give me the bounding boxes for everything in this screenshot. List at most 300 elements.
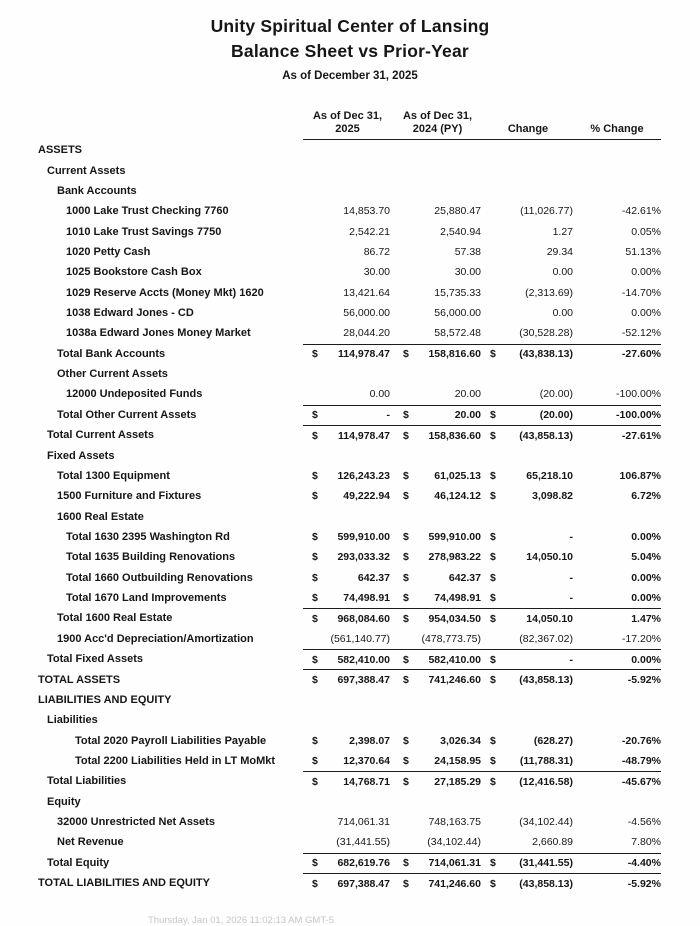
value-2025-amount: 697,388.47 xyxy=(337,877,390,890)
value-2025 xyxy=(303,506,392,526)
value-pct-change-amount: -27.61% xyxy=(621,429,661,442)
value-pct-change xyxy=(573,283,661,303)
value-pct-change xyxy=(573,812,661,832)
row-label: Total Equity xyxy=(47,856,110,869)
dollar-sign: $ xyxy=(312,674,318,687)
value-2025 xyxy=(303,812,392,832)
value-2025 xyxy=(303,406,392,425)
table-row xyxy=(0,303,700,323)
value-pct-change xyxy=(573,670,661,689)
value-change-amount: - xyxy=(569,592,573,605)
row-label: 1600 Real Estate xyxy=(57,510,144,523)
value-2024 xyxy=(392,283,483,303)
row-label: Equity xyxy=(47,795,81,808)
row-values xyxy=(303,527,661,547)
value-2024 xyxy=(392,140,483,160)
row-label: 1038a Edward Jones Money Market xyxy=(66,327,251,340)
dollar-sign: $ xyxy=(490,469,496,482)
value-2024 xyxy=(392,466,483,486)
value-pct-change-amount: 0.00% xyxy=(631,307,661,320)
value-pct-change xyxy=(573,629,661,649)
value-pct-change-amount: -4.56% xyxy=(627,816,661,829)
value-2025 xyxy=(303,751,392,771)
value-change xyxy=(483,364,573,384)
value-change xyxy=(483,181,573,201)
value-pct-change xyxy=(573,710,661,730)
value-pct-change-amount: -20.76% xyxy=(621,734,661,747)
value-2024-amount: 58,572.48 xyxy=(434,327,481,340)
value-2024-amount: 714,061.31 xyxy=(428,857,481,870)
value-pct-change-amount: 0.00% xyxy=(631,571,661,584)
value-change xyxy=(483,262,573,282)
value-2025-amount: 30.00 xyxy=(363,266,390,279)
table-row xyxy=(0,568,700,588)
row-values xyxy=(303,242,661,262)
value-pct-change-amount: -4.40% xyxy=(627,857,661,870)
dollar-sign: $ xyxy=(312,469,318,482)
value-change-amount: 65,218.10 xyxy=(526,469,573,482)
value-change xyxy=(483,629,573,649)
value-2025 xyxy=(303,262,392,282)
value-2025 xyxy=(303,854,392,873)
value-2025-amount: 28,044.20 xyxy=(343,327,390,340)
row-label: 1029 Reserve Accts (Money Mkt) 1620 xyxy=(66,286,264,299)
dollar-sign: $ xyxy=(490,490,496,503)
value-pct-change xyxy=(573,181,661,201)
dollar-sign: $ xyxy=(403,592,409,605)
table-row xyxy=(0,792,700,812)
value-change xyxy=(483,345,573,364)
value-change-amount: 3,098.82 xyxy=(532,490,573,503)
value-change-amount: 14,050.10 xyxy=(526,551,573,564)
row-label: Total Current Assets xyxy=(47,429,154,442)
value-2025-amount: 968,084.60 xyxy=(337,612,390,625)
dollar-sign: $ xyxy=(490,754,496,767)
row-values xyxy=(303,466,661,486)
value-2024-amount: 741,246.60 xyxy=(428,877,481,890)
value-pct-change xyxy=(573,445,661,465)
value-2024 xyxy=(392,832,483,852)
column-header-change-line1: Change xyxy=(507,123,549,135)
table-row xyxy=(0,751,700,771)
dollar-sign: $ xyxy=(312,612,318,625)
dollar-sign: $ xyxy=(312,857,318,870)
value-2025 xyxy=(303,629,392,649)
value-change-amount: 2,660.89 xyxy=(532,836,573,849)
value-pct-change-amount: 106.87% xyxy=(619,469,661,482)
dollar-sign: $ xyxy=(490,775,496,788)
row-values xyxy=(303,649,661,669)
value-pct-change-amount: -52.12% xyxy=(621,327,661,340)
table-row xyxy=(0,486,700,506)
value-change-amount: (31,441.55) xyxy=(519,857,573,870)
value-change xyxy=(483,792,573,812)
value-2024 xyxy=(392,751,483,771)
table-row xyxy=(0,527,700,547)
value-change-amount: (43,858.13) xyxy=(519,674,573,687)
value-2025-amount: 714,061.31 xyxy=(337,816,390,829)
value-2024 xyxy=(392,406,483,425)
value-2024 xyxy=(392,710,483,730)
row-values xyxy=(303,771,661,791)
table-row xyxy=(0,547,700,567)
report-table-body xyxy=(0,140,700,893)
value-2024 xyxy=(392,527,483,547)
value-2025-amount: 599,910.00 xyxy=(337,531,390,543)
value-change xyxy=(483,527,573,547)
row-label: LIABILITIES AND EQUITY xyxy=(38,693,172,706)
row-values xyxy=(303,710,661,730)
value-2025 xyxy=(303,730,392,750)
value-2024-amount: 599,910.00 xyxy=(428,531,481,543)
value-change xyxy=(483,506,573,526)
value-pct-change-amount: 5.04% xyxy=(631,551,661,564)
value-pct-change-amount: -45.67% xyxy=(621,775,661,788)
value-2024 xyxy=(392,812,483,832)
value-change-amount: (2,313.69) xyxy=(525,286,573,299)
row-values xyxy=(303,303,661,323)
value-2024 xyxy=(392,670,483,689)
value-2024 xyxy=(392,303,483,323)
value-2024-amount: 3,026.34 xyxy=(440,734,481,747)
row-values xyxy=(303,445,661,465)
row-label: 12000 Undeposited Funds xyxy=(66,388,203,401)
value-pct-change-amount: -48.79% xyxy=(621,754,661,767)
dollar-sign: $ xyxy=(403,653,409,666)
dollar-sign: $ xyxy=(403,348,409,361)
value-2025-amount: 56,000.00 xyxy=(343,307,390,320)
table-row xyxy=(0,812,700,832)
value-2025 xyxy=(303,345,392,364)
row-values xyxy=(303,629,661,649)
value-2024-amount: (34,102.44) xyxy=(427,836,481,849)
row-values xyxy=(303,181,661,201)
value-pct-change-amount: -27.60% xyxy=(621,348,661,361)
row-label: Total 1660 Outbuilding Renovations xyxy=(66,571,253,584)
dollar-sign: $ xyxy=(403,612,409,625)
value-2024-amount: 20.00 xyxy=(454,388,481,401)
dollar-sign: $ xyxy=(312,409,318,422)
column-header-pct-change-line1: % Change xyxy=(590,123,644,135)
value-2025-amount: (31,441.55) xyxy=(336,836,390,849)
row-values xyxy=(303,751,661,771)
dollar-sign: $ xyxy=(403,409,409,422)
report-title: Balance Sheet vs Prior-Year xyxy=(231,41,469,61)
value-change-amount: 0.00 xyxy=(552,266,573,279)
row-values xyxy=(303,792,661,812)
value-change-amount: (82,367.02) xyxy=(519,632,573,645)
dollar-sign: $ xyxy=(403,734,409,747)
dollar-sign: $ xyxy=(312,571,318,584)
value-2025-amount: 582,410.00 xyxy=(337,653,390,666)
value-pct-change-amount: -100.00% xyxy=(616,388,661,401)
value-2024 xyxy=(392,345,483,364)
row-label: Total 2200 Liabilities Held in LT MoMkt xyxy=(75,754,276,767)
value-pct-change xyxy=(573,303,661,323)
dollar-sign: $ xyxy=(403,674,409,687)
row-label: Total 1635 Building Renovations xyxy=(66,551,236,564)
row-values xyxy=(303,568,661,588)
print-timestamp: Thursday, Jan 01, 2026 11:02:13 AM GMT-5 xyxy=(148,915,335,926)
value-2024 xyxy=(392,609,483,628)
value-change xyxy=(483,221,573,241)
value-change xyxy=(483,201,573,221)
value-2024 xyxy=(392,854,483,873)
value-2024-amount: 74,498.91 xyxy=(434,592,481,605)
value-2025 xyxy=(303,547,392,567)
row-values xyxy=(303,690,661,710)
dollar-sign: $ xyxy=(312,877,318,890)
value-2025 xyxy=(303,201,392,221)
row-label: TOTAL ASSETS xyxy=(38,673,121,686)
row-label: Total 1300 Equipment xyxy=(57,469,170,482)
dollar-sign: $ xyxy=(403,490,409,503)
table-row xyxy=(0,405,700,425)
row-values xyxy=(303,853,661,873)
value-change xyxy=(483,445,573,465)
dollar-sign: $ xyxy=(403,857,409,870)
value-2025 xyxy=(303,426,392,445)
value-change xyxy=(483,690,573,710)
value-2024 xyxy=(392,772,483,791)
dollar-sign: $ xyxy=(490,734,496,747)
row-values xyxy=(303,506,661,526)
value-2025-amount: 114,978.47 xyxy=(338,429,390,442)
dollar-sign: $ xyxy=(490,348,496,361)
value-2025-amount: 126,243.23 xyxy=(337,469,390,482)
value-2025-amount: 86.72 xyxy=(363,245,390,258)
value-2024-amount: 24,158.95 xyxy=(434,754,481,767)
value-2025 xyxy=(303,670,392,689)
value-pct-change-amount: -14.70% xyxy=(621,286,661,299)
value-2024 xyxy=(392,201,483,221)
value-2025-amount: 642.37 xyxy=(357,571,390,584)
value-change xyxy=(483,854,573,873)
value-change-amount: (43,858.13) xyxy=(519,877,573,890)
row-values xyxy=(303,384,661,404)
value-pct-change-amount: -100.00% xyxy=(616,409,661,422)
value-2025-amount: 2,398.07 xyxy=(349,734,390,747)
dollar-sign: $ xyxy=(490,531,496,543)
value-2025-amount: 2,542.21 xyxy=(349,225,390,238)
report-date: As of December 31, 2025 xyxy=(282,70,418,82)
dollar-sign: $ xyxy=(403,877,409,890)
value-2024 xyxy=(392,506,483,526)
value-change xyxy=(483,568,573,588)
value-2025-amount: 74,498.91 xyxy=(343,592,390,605)
column-header-2025-line2: 2025 xyxy=(335,123,360,135)
value-change xyxy=(483,650,573,669)
row-values xyxy=(303,812,661,832)
dollar-sign: $ xyxy=(403,429,409,442)
value-pct-change-amount: 0.00% xyxy=(631,531,661,543)
value-change xyxy=(483,751,573,771)
value-2024-amount: 57.38 xyxy=(454,245,481,258)
value-2025 xyxy=(303,710,392,730)
value-change xyxy=(483,466,573,486)
value-2025 xyxy=(303,181,392,201)
dollar-sign: $ xyxy=(403,551,409,564)
value-2025 xyxy=(303,690,392,710)
value-2024-amount: 741,246.60 xyxy=(428,674,481,687)
value-change xyxy=(483,710,573,730)
value-pct-change-amount: -5.92% xyxy=(627,877,661,890)
value-2024 xyxy=(392,547,483,567)
value-2024 xyxy=(392,384,483,404)
table-row xyxy=(0,608,700,628)
value-2024-amount: 46,124.12 xyxy=(434,490,481,503)
value-2025-amount: 697,388.47 xyxy=(337,674,390,687)
value-2024-amount: 954,034.50 xyxy=(428,612,481,625)
dollar-sign: $ xyxy=(490,612,496,625)
value-pct-change xyxy=(573,609,661,628)
value-pct-change xyxy=(573,466,661,486)
dollar-sign: $ xyxy=(312,734,318,747)
table-row xyxy=(0,323,700,343)
value-2025 xyxy=(303,140,392,160)
row-label: 1025 Bookstore Cash Box xyxy=(66,266,202,279)
value-2025 xyxy=(303,445,392,465)
value-change xyxy=(483,547,573,567)
value-2025-amount: 114,978.47 xyxy=(338,348,390,361)
value-change-amount: (11,788.31) xyxy=(519,754,573,767)
value-2024-amount: 582,410.00 xyxy=(428,653,481,666)
table-row xyxy=(0,853,700,873)
value-change xyxy=(483,670,573,689)
row-label: Total 2020 Payroll Liabilities Payable xyxy=(75,734,267,747)
value-pct-change xyxy=(573,221,661,241)
value-pct-change-amount: -17.20% xyxy=(621,632,661,645)
value-2025 xyxy=(303,527,392,547)
table-row xyxy=(0,140,700,160)
value-2024 xyxy=(392,323,483,343)
value-change-amount: 29.34 xyxy=(546,245,573,258)
value-2024-amount: 30.00 xyxy=(454,266,481,279)
value-pct-change xyxy=(573,568,661,588)
value-2025-amount: 13,421.64 xyxy=(343,286,390,299)
dollar-sign: $ xyxy=(490,409,496,422)
value-2025 xyxy=(303,874,392,893)
value-pct-change-amount: -5.92% xyxy=(627,674,661,687)
value-pct-change-amount: 0.05% xyxy=(631,225,661,238)
value-2025-amount: 682,619.76 xyxy=(337,857,390,870)
value-change xyxy=(483,730,573,750)
row-values xyxy=(303,283,661,303)
dollar-sign: $ xyxy=(312,348,318,361)
table-row xyxy=(0,445,700,465)
value-2024 xyxy=(392,364,483,384)
value-change-amount: (20.00) xyxy=(539,388,573,401)
column-header-2024 xyxy=(392,110,483,136)
table-row xyxy=(0,506,700,526)
row-values xyxy=(303,344,661,364)
value-2025 xyxy=(303,832,392,852)
value-change xyxy=(483,323,573,343)
dollar-sign: $ xyxy=(403,775,409,788)
value-2025 xyxy=(303,384,392,404)
row-values xyxy=(303,364,661,384)
dollar-sign: $ xyxy=(490,571,496,584)
value-2024 xyxy=(392,730,483,750)
table-row xyxy=(0,201,700,221)
value-pct-change xyxy=(573,345,661,364)
table-row xyxy=(0,160,700,180)
table-row xyxy=(0,771,700,791)
row-values xyxy=(303,405,661,425)
value-change xyxy=(483,140,573,160)
value-pct-change xyxy=(573,384,661,404)
value-2024 xyxy=(392,588,483,608)
column-header-2025-line1: As of Dec 31, xyxy=(312,110,383,122)
column-header-2024-line2: 2024 (PY) xyxy=(412,123,463,135)
value-pct-change xyxy=(573,406,661,425)
row-label: Total 1600 Real Estate xyxy=(57,612,173,625)
value-2025-amount: (561,140.77) xyxy=(330,632,390,645)
row-label: Liabilities xyxy=(47,714,98,727)
value-2025-amount: 0.00 xyxy=(369,388,390,401)
row-label: Total Liabilities xyxy=(47,775,127,788)
table-row xyxy=(0,690,700,710)
table-row xyxy=(0,221,700,241)
dollar-sign: $ xyxy=(312,775,318,788)
table-row xyxy=(0,364,700,384)
value-pct-change xyxy=(573,792,661,812)
value-2024 xyxy=(392,262,483,282)
row-label: Total 1630 2395 Washington Rd xyxy=(66,531,230,543)
organization-name: Unity Spiritual Center of Lansing xyxy=(210,16,490,36)
value-pct-change-amount: 0.00% xyxy=(631,653,661,666)
value-pct-change xyxy=(573,588,661,608)
dollar-sign: $ xyxy=(403,531,409,543)
value-pct-change xyxy=(573,486,661,506)
value-pct-change xyxy=(573,730,661,750)
value-2024-amount: 278,983.22 xyxy=(428,551,481,564)
table-row xyxy=(0,262,700,282)
row-label: Total Bank Accounts xyxy=(57,347,166,360)
table-row xyxy=(0,344,700,364)
value-2025 xyxy=(303,364,392,384)
value-change-amount: (30,528.28) xyxy=(519,327,573,340)
value-change-amount: 14,050.10 xyxy=(526,612,573,625)
value-change xyxy=(483,772,573,791)
value-pct-change xyxy=(573,201,661,221)
value-change-amount: 1.27 xyxy=(552,225,573,238)
value-pct-change xyxy=(573,772,661,791)
table-row xyxy=(0,384,700,404)
value-2025 xyxy=(303,568,392,588)
value-2025 xyxy=(303,466,392,486)
value-2024-amount: 15,735.33 xyxy=(434,286,481,299)
table-row xyxy=(0,649,700,669)
value-change xyxy=(483,406,573,425)
value-pct-change-amount: 1.47% xyxy=(631,612,661,625)
value-change-amount: (11,026.77) xyxy=(520,205,573,218)
table-row xyxy=(0,873,700,893)
value-2025 xyxy=(303,160,392,180)
dollar-sign: $ xyxy=(490,877,496,890)
value-2025 xyxy=(303,323,392,343)
value-pct-change xyxy=(573,323,661,343)
dollar-sign: $ xyxy=(312,429,318,442)
value-2024 xyxy=(392,486,483,506)
value-change xyxy=(483,303,573,323)
row-values xyxy=(303,160,661,180)
value-change xyxy=(483,874,573,893)
row-values xyxy=(303,608,661,628)
table-row xyxy=(0,466,700,486)
value-pct-change xyxy=(573,262,661,282)
row-label: 32000 Unrestricted Net Assets xyxy=(57,816,215,829)
